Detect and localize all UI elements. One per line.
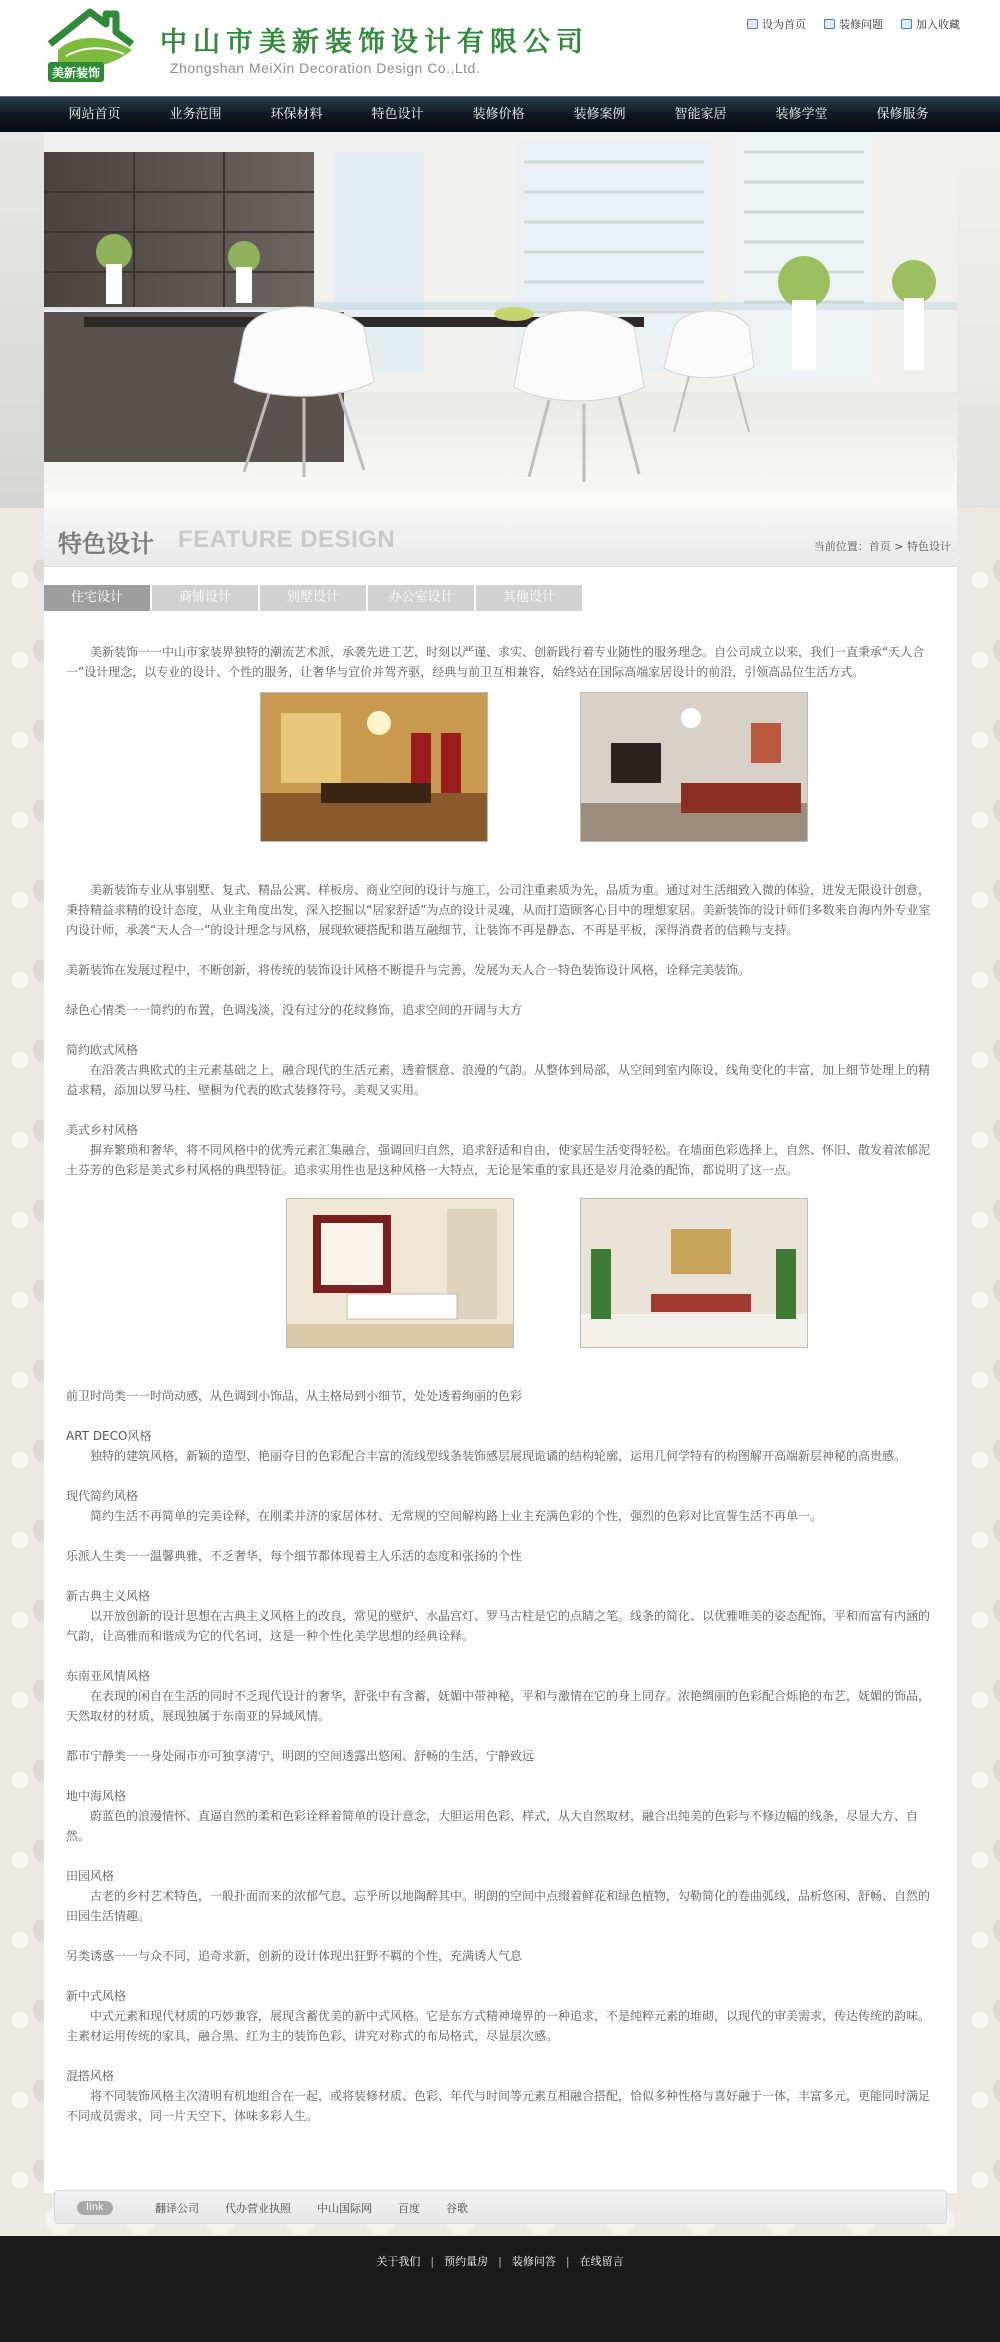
tab-residential[interactable]: 住宅设计 xyxy=(44,585,150,611)
set-homepage-label: 设为首页 xyxy=(762,18,806,31)
intro-paragraph: 美新装饰一一中山市家装界独特的潮流艺术派，承袭先进工艺，时刻以严谨、求实、创新践行着专业随性的服务理念。自公司成立以来，我们一直秉承“天人合一”设计理念，以专业的设计、个性的服务，让奢华与宜价并驾齐驱，经典与前卫互相兼容，始终站在国际高端家居设计的前沿，引领高品位生活方式。 xyxy=(66,645,925,679)
article-body xyxy=(66,642,936,2126)
company-name-cn: 中山市美新装饰设计有限公司 xyxy=(160,27,589,58)
friend-link-license[interactable]: 代办营业执照 xyxy=(225,2202,291,2215)
nav-item-cases[interactable]: 装修案例 xyxy=(573,107,626,122)
green-mood-line: 绿色心情类一一简约的布置，色调浅淡，没有过分的花纹修饰，追求空间的开阔与大方 xyxy=(66,1003,523,1017)
photo-row-1 xyxy=(66,692,936,864)
happy-line: 乐派人生类一一温馨典雅，不乏奢华，每个细节都体现着主人乐活的态度和张扬的个性 xyxy=(66,1549,523,1563)
tab-office[interactable]: 办公室设计 xyxy=(368,585,474,611)
add-favorite-link[interactable] xyxy=(901,16,960,32)
newcn-text: 中式元素和现代材质的巧妙兼容，展现含蓄优美的新中式风格。它是东方式精神境界的一种追求，不是纯粹元素的堆砌，以现代的审美需求，传达传统的韵味。主素材运用传统的家具，融合黑、红为主的装饰色彩，讲究对称式的布局格式，尽显层次感。 xyxy=(66,2009,931,2043)
paragraph-2: 美新装饰专业从事别墅、复式、精品公寓、样板房、商业空间的设计与施工，公司注重素质为先，品质为重。通过对生活细致入微的体验，迸发无限设计创意，秉持精益求精的设计态度，从业主角度出发，深入挖掘以“居家舒适”为点的设计灵魂，从而打造顾客心目中的理想家居。美新装饰的设计师们多数来自海内外专业室内设计师，承袭“天人合一”的设计理念与风格，展现软硬搭配和谐互融细节，让装饰不再是静态、不再是平板，深得消费者的信赖与支持。 xyxy=(66,883,931,937)
sea-text: 在表现的闲自在生活的同时不乏现代设计的奢华，舒张中有含蓄，妩媚中带神秘，平和与激情在它的身上同存。浓艳绸丽的色彩配合烁艳的布艺，妩媚的饰品，天然取材的材质，展现独属于东南亚的异域风情。 xyxy=(66,1689,931,1723)
footer-message[interactable]: 在线留言 xyxy=(579,2255,624,2268)
company-logo[interactable] xyxy=(44,4,144,90)
friend-links xyxy=(155,2200,468,2216)
add-favorite-label: 加入收藏 xyxy=(916,18,960,31)
photo-row-2 xyxy=(66,1198,936,1370)
header xyxy=(0,0,1000,96)
friend-link-translation[interactable]: 翻译公司 xyxy=(155,2202,199,2215)
dining-room-photo xyxy=(580,1198,808,1348)
sea-title: 东南亚风情风格 xyxy=(66,1669,151,1683)
alt-line: 另类诱惑一一与众不同，追奇求新，创新的设计体现出狂野不羁的个性，充满诱人气息 xyxy=(66,1949,523,1963)
footer-separator: | xyxy=(498,2255,502,2268)
nav-item-price[interactable]: 装修价格 xyxy=(472,107,525,122)
friend-link-google[interactable]: 谷歌 xyxy=(446,2202,468,2215)
urban-line: 都市宁静类一一身处闹市亦可独享清宁，明朗的空间透露出悠闲、舒畅的生活，宁静致远 xyxy=(66,1749,535,1763)
nav-item-business[interactable]: 业务范围 xyxy=(169,107,222,122)
banner-right-strip xyxy=(957,132,1000,508)
friend-link-baidu[interactable]: 百度 xyxy=(398,2202,420,2215)
friend-link-zhongshan[interactable]: 中山国际网 xyxy=(317,2202,372,2215)
set-homepage-link[interactable] xyxy=(747,16,806,32)
med-text: 蔚蓝色的浪漫情怀、直逼自然的柔和色彩诠释着简单的设计意念，大胆运用色彩、样式，从大自然取材，融合出纯美的色彩与不修边幅的线条，尽显大方、自然。 xyxy=(66,1809,919,1843)
footer-separator: | xyxy=(430,2255,435,2268)
logo-text: 美新装饰 xyxy=(51,66,101,80)
friend-links-bar xyxy=(54,2190,947,2224)
pastoral-title: 田园风格 xyxy=(66,1869,115,1883)
breadcrumb-current: 特色设计 xyxy=(907,540,951,553)
footer-about[interactable]: 关于我们 xyxy=(376,2255,421,2268)
nav-item-smart-home[interactable]: 智能家居 xyxy=(674,107,727,122)
footer-qa[interactable]: 装修问答 xyxy=(511,2255,556,2268)
simple-euro-title: 简约欧式风格 xyxy=(66,1043,139,1057)
breadcrumb xyxy=(814,538,951,554)
breadcrumb-separator: > xyxy=(894,540,904,553)
footer-separator: | xyxy=(565,2255,570,2268)
mix-title: 混搭风格 xyxy=(66,2069,115,2083)
design-tabs xyxy=(44,585,582,611)
banner-left-strip xyxy=(0,132,44,508)
paragraph-3: 美新装饰在发展过程中，不断创新，将传统的装饰设计风格不断提升与完善，发展为天人合一特色装饰设计风格，诠释完美装饰。 xyxy=(66,963,751,977)
breadcrumb-home[interactable]: 首页 xyxy=(868,540,891,553)
pastoral-text: 古老的乡村艺术特色，一般扑面而来的浓郁气息，忘乎所以地陶醉其中。明朗的空间中点缀着鲜花和绿色植物，勾勒简化的卷曲弧线，品析悠闲、舒畅、自然的田园生活情趣。 xyxy=(66,1889,931,1923)
top-links xyxy=(747,16,960,32)
link-tag: link xyxy=(77,2201,113,2215)
section-title-bar xyxy=(44,508,957,567)
newcn-title: 新中式风格 xyxy=(66,1989,127,2003)
mix-text: 将不同装饰风格主次清明有机地组合在一起，或将装修材质、色彩、年代与时间等元素互相融合搭配，恰似多种性格与喜好融于一体，丰富多元，更能同时满足不同成员需求，同一片天空下，体味多彩人生。 xyxy=(66,2089,931,2123)
main-content-panel xyxy=(44,508,957,2193)
neoclassic-text: 以开放创新的设计思想在古典主义风格上的改良，常见的壁炉、水晶宫灯、罗马古柱是它的点睛之笔。线条的简化、以优雅唯美的姿态配饰，平和而富有内涵的气韵，让高雅而和谐成为它的代名词，这是一种个性化美学思想的经典诠释。 xyxy=(66,1609,931,1643)
faq-link[interactable] xyxy=(824,16,883,32)
living-room-photo-1 xyxy=(260,692,488,842)
artdeco-title: ART DECO风格 xyxy=(66,1429,152,1443)
footer-links xyxy=(0,2253,1000,2269)
main-nav xyxy=(0,96,1000,133)
simple-euro-text: 在沿袭古典欧式的主元素基础之上，融合现代的生活元素，透着惬意、浪漫的气韵。从整体到局部，从空间到室内陈设，线角变化的丰富，加上细节处理上的精益求精，添加以罗马柱、壁橱为代表的欧式装修符号，美观又实用。 xyxy=(66,1063,931,1097)
modern-text: 简约生活不再简单的完美诠释，在刚柔并济的家居体材、无常规的空间解构路上业主充满色彩的个性，强烈的色彩对比宣誓生活不再单一。 xyxy=(90,1509,823,1523)
artdeco-text: 独特的建筑风格，新颖的造型、艳丽夺目的色彩配合丰富的流线型线条装饰感层展现诡谲的结构轮廓，运用几何学特有的构图解开高端新层神秘的高贵感。 xyxy=(90,1449,907,1463)
tab-villa[interactable]: 别墅设计 xyxy=(260,585,366,611)
footer xyxy=(0,2236,1000,2342)
neoclassic-title: 新古典主义风格 xyxy=(66,1589,151,1603)
nav-item-materials[interactable]: 环保材料 xyxy=(270,107,323,122)
banner-image xyxy=(44,132,957,508)
bookmark-icon xyxy=(901,19,912,29)
tab-other[interactable]: 其他设计 xyxy=(476,585,582,611)
modern-title: 现代简约风格 xyxy=(66,1489,139,1503)
company-name-en: Zhongshan MeiXin Decoration Design Co.,Ltd. xyxy=(170,60,481,76)
nav-item-school[interactable]: 装修学堂 xyxy=(775,107,828,122)
american-title: 美式乡村风格 xyxy=(66,1123,139,1137)
page-title: 特色设计 xyxy=(58,530,154,558)
living-room-photo-2 xyxy=(580,692,808,842)
american-text: 摒弃繁琐和奢华，将不同风格中的优秀元素汇集融合，强调回归自然，追求舒适和自由，使家居生活变得轻松。在墙面色彩选择上，自然、怀旧、散发着浓郁泥土芬芳的色彩是美式乡村风格的典型特征。追求实用性也是这种风格一大特点，无论是笨重的家具还是岁月沧桑的配饰，都说明了这一点。 xyxy=(66,1143,931,1177)
study-room-photo xyxy=(286,1198,514,1348)
nav-item-warranty[interactable]: 保修服务 xyxy=(876,107,929,122)
tab-shop[interactable]: 商铺设计 xyxy=(152,585,258,611)
question-icon xyxy=(824,19,835,29)
footer-appointment[interactable]: 预约量房 xyxy=(444,2255,489,2268)
fashion-line: 前卫时尚类一一时尚动感，从色调到小饰品，从主格局到小细节，处处透着绚丽的色彩 xyxy=(66,1389,523,1403)
home-icon xyxy=(747,19,758,29)
nav-item-home[interactable]: 网站首页 xyxy=(68,107,121,122)
breadcrumb-prefix: 当前位置： xyxy=(813,540,869,553)
page-title-en: FEATURE DESIGN xyxy=(178,526,396,553)
med-title: 地中海风格 xyxy=(66,1789,127,1803)
faq-label: 装修问题 xyxy=(839,18,883,31)
nav-item-feature-design[interactable]: 特色设计 xyxy=(371,107,424,122)
